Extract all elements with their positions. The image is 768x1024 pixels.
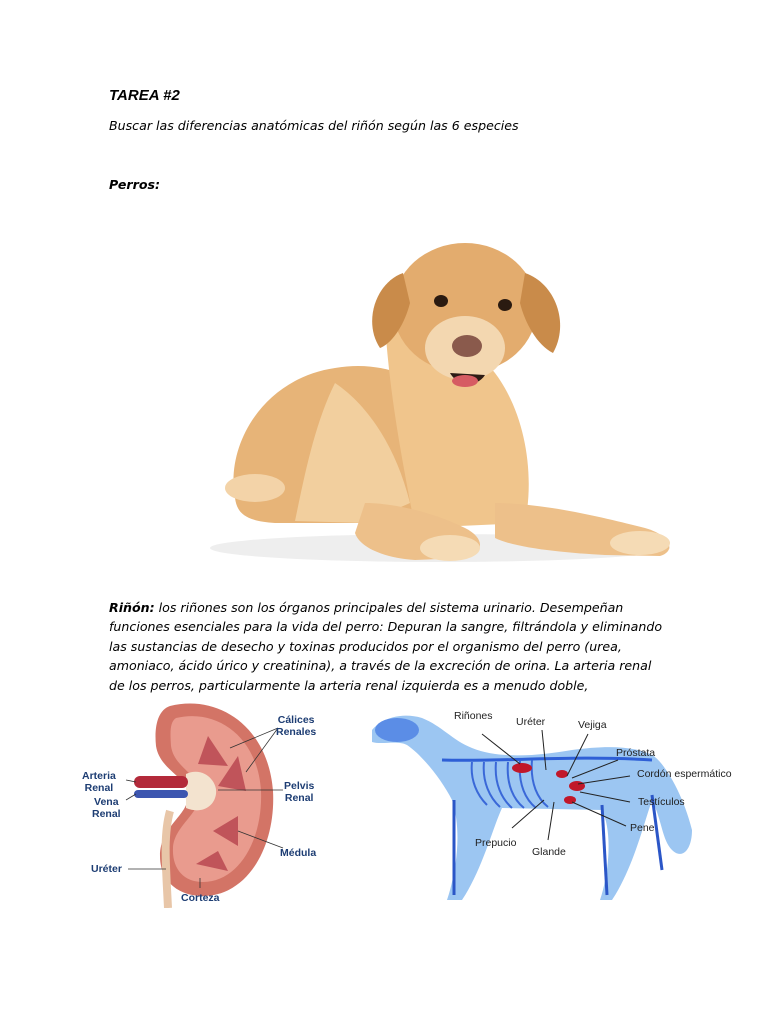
kidney-diagram	[78, 696, 340, 908]
section-heading: Perros:	[109, 177, 161, 192]
dog-urinary-diagram	[362, 700, 752, 910]
label-pene: Pene	[630, 822, 655, 834]
label-cordon: Cordón espermático	[637, 768, 732, 780]
dog-photo	[165, 203, 715, 570]
dog-skeleton-illustration	[362, 700, 752, 910]
label-vena: Vena Renal	[92, 796, 121, 820]
label-medula: Médula	[280, 847, 317, 859]
label-rinones: Riñones	[454, 710, 493, 722]
label-prepucio: Prepucio	[475, 837, 517, 849]
label-pelvis: Pelvis Renal	[284, 780, 315, 804]
paragraph-text: los riñones son los órganos principales del sistema urinario. Desempeñan funciones esenciales para la vida del perro: Depuran la sangre, filtrándola y eliminando las sustancias de desecho y toxinas producidos por el organismo del perro (urea, amoniaco, ácido úrico y creatinina), a través de la excreción de orina. La arteria renal de los perros, particularmente la arteria renal izquierda es a menudo doble,	[109, 600, 663, 693]
label-dog-ureter: Uréter	[516, 716, 546, 728]
label-calices: Cálices Renales	[276, 714, 317, 738]
label-testiculos: Testículos	[638, 796, 685, 808]
label-arteria: Arteria Renal	[82, 770, 116, 794]
label-glande: Glande	[532, 846, 566, 858]
page-title: TAREA #2	[109, 87, 180, 104]
label-prostata: Próstata	[616, 747, 656, 759]
label-ureter: Uréter	[91, 863, 122, 875]
label-corteza: Corteza	[181, 892, 220, 904]
paragraph-term: Riñón:	[109, 600, 155, 615]
page-subtitle: Buscar las diferencias anatómicas del riñón según las 6 especies	[109, 118, 519, 133]
kidney-paragraph	[109, 598, 669, 695]
label-vejiga: Vejiga	[578, 719, 607, 731]
